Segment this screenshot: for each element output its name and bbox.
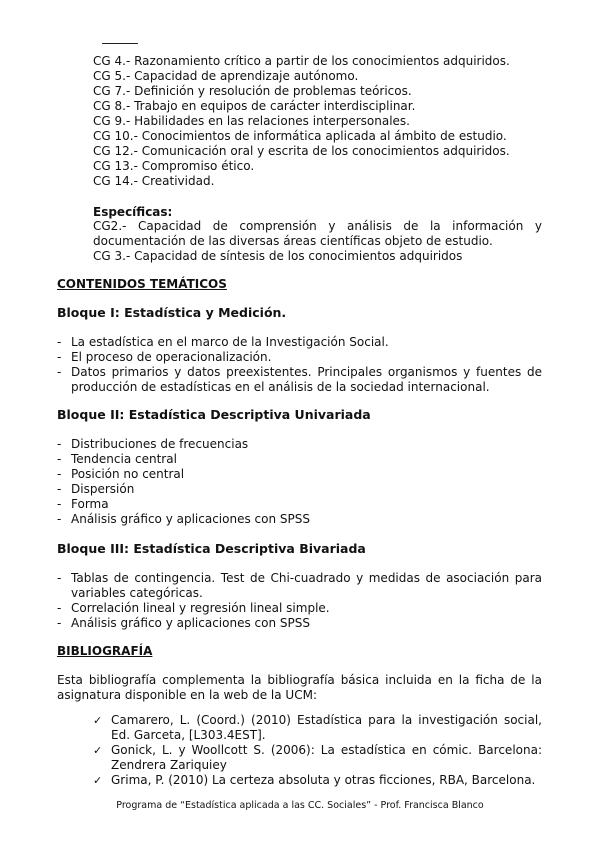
competencia-item: CG 7.- Definición y resolución de problemas teóricos. bbox=[93, 84, 412, 98]
competencia-item: CG 5.- Capacidad de aprendizaje autónomo. bbox=[93, 69, 359, 83]
dash-icon: - bbox=[57, 365, 62, 379]
list-item bbox=[57, 437, 542, 452]
reference-text: Camarero, L. (Coord.) (2010) Estadística para la investigación social, Ed. Garceta, [L303.4EST]. bbox=[111, 713, 542, 742]
check-icon: ✓ bbox=[93, 714, 103, 727]
bloque3-list bbox=[57, 571, 542, 631]
bloque2-list bbox=[57, 437, 542, 527]
competencia-item: CG 12.- Comunicación oral y escrita de los conocimientos adquiridos. bbox=[93, 144, 510, 158]
competencia-item: CG 13.- Compromiso ético. bbox=[93, 159, 255, 173]
bloque3-title: Bloque III: Estadística Descriptiva Bivariada bbox=[57, 541, 366, 556]
competencias-generales-list bbox=[93, 54, 543, 189]
list-item-text: Tendencia central bbox=[71, 452, 177, 466]
list-item-text: Análisis gráfico y aplicaciones con SPSS bbox=[71, 512, 310, 526]
list-item bbox=[57, 616, 542, 631]
reference-text: Grima, P. (2010) La certeza absoluta y otras ficciones, RBA, Barcelona. bbox=[111, 773, 536, 787]
check-icon: ✓ bbox=[93, 774, 103, 787]
bloque1-title: Bloque I: Estadística y Medición. bbox=[57, 305, 287, 320]
dash-icon: - bbox=[57, 437, 62, 451]
dash-icon: - bbox=[57, 482, 62, 496]
list-item-text: Correlación lineal y regresión lineal simple. bbox=[71, 601, 330, 615]
especifica-cg3: CG 3.- Capacidad de síntesis de los conocimientos adquiridos bbox=[93, 249, 463, 263]
list-item bbox=[57, 335, 542, 350]
dash-icon: - bbox=[57, 616, 62, 630]
list-item bbox=[57, 482, 542, 497]
page-footer: Programa de “Estadística aplicada a las CC. Sociales” - Prof. Francisca Blanco bbox=[116, 800, 484, 811]
bibliografia-refs bbox=[93, 713, 542, 788]
especifica-cg2-line2: documentación de las diversas áreas científicas objeto de estudio. bbox=[93, 234, 493, 248]
dash-icon: - bbox=[57, 497, 62, 511]
competencia-item: CG 14.- Creatividad. bbox=[93, 174, 215, 188]
bibliografia-heading: BIBLIOGRAFÍA bbox=[57, 644, 153, 658]
bloque1-list bbox=[57, 335, 542, 395]
bibliografia-intro: Esta bibliografía complementa la bibliografía básica incluida en la ficha de la asignatura disponible en la web de la UCM: bbox=[57, 673, 542, 702]
competencia-item: CG 8.- Trabajo en equipos de carácter interdisciplinar. bbox=[93, 99, 416, 113]
competencia-item: CG 9.- Habilidades en las relaciones interpersonales. bbox=[93, 114, 410, 128]
dash-icon: - bbox=[57, 452, 62, 466]
especifica-cg2-line1: CG2.- Capacidad de comprensión y análisis de la información y bbox=[93, 219, 542, 233]
list-item-text: Dispersión bbox=[71, 482, 135, 496]
reference-item bbox=[93, 743, 542, 773]
reference-text: Gonick, L. y Woollcott S. (2006): La estadística en cómic. Barcelona: Zendrera Zariquiey bbox=[111, 743, 542, 772]
dash-icon: - bbox=[57, 512, 62, 526]
list-item bbox=[57, 452, 542, 467]
dash-icon: - bbox=[57, 350, 62, 364]
list-item bbox=[57, 601, 542, 616]
list-item-text: Distribuciones de frecuencias bbox=[71, 437, 249, 451]
dash-icon: - bbox=[57, 335, 62, 349]
list-item-text: La estadística en el marco de la Investigación Social. bbox=[71, 335, 389, 349]
list-item bbox=[57, 350, 542, 365]
list-item-text: Análisis gráfico y aplicaciones con SPSS bbox=[71, 616, 310, 630]
check-icon: ✓ bbox=[93, 744, 103, 757]
list-item-text: Posición no central bbox=[71, 467, 185, 481]
competencia-item: CG 10.- Conocimientos de informática aplicada al ámbito de estudio. bbox=[93, 129, 507, 143]
bloque2-title: Bloque II: Estadística Descriptiva Univariada bbox=[57, 407, 371, 422]
list-item bbox=[57, 497, 542, 512]
dash-icon: - bbox=[57, 601, 62, 615]
list-item bbox=[57, 467, 542, 482]
contenidos-heading: CONTENIDOS TEMÁTICOS bbox=[57, 277, 227, 291]
especificas-title: Específicas: bbox=[93, 205, 173, 219]
top-rule bbox=[102, 43, 138, 44]
competencia-item: CG 4.- Razonamiento crítico a partir de los conocimientos adquiridos. bbox=[93, 54, 510, 68]
list-item-text: Tablas de contingencia. Test de Chi-cuadrado y medidas de asociación para variables categóricas. bbox=[71, 571, 542, 600]
especificas-list bbox=[93, 219, 542, 264]
list-item-text: Forma bbox=[71, 497, 109, 511]
list-item-text: El proceso de operacionalización. bbox=[71, 350, 272, 364]
list-item bbox=[57, 365, 542, 395]
dash-icon: - bbox=[57, 467, 62, 481]
list-item-text: Datos primarios y datos preexistentes. Principales organismos y fuentes de producción de estadísticas en el análisis de la sociedad internacional. bbox=[71, 365, 542, 394]
dash-icon: - bbox=[57, 571, 62, 585]
list-item bbox=[57, 571, 542, 601]
reference-item bbox=[93, 713, 542, 743]
reference-item bbox=[93, 773, 542, 788]
list-item bbox=[57, 512, 542, 527]
